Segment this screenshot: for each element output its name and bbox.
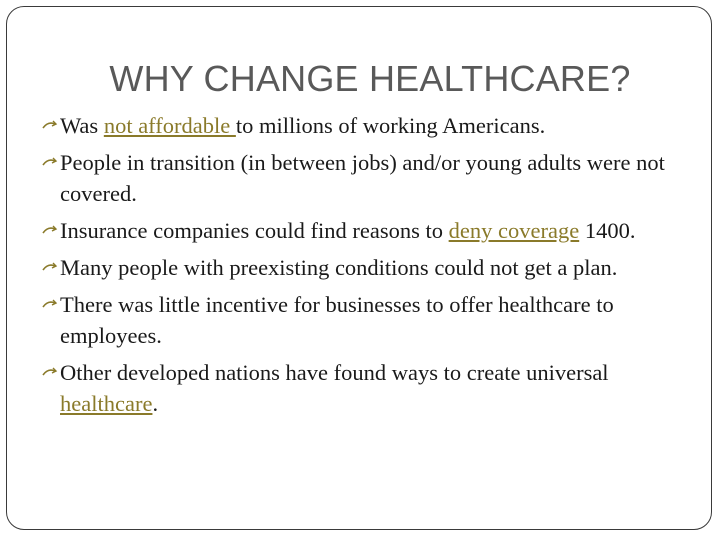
- bullet-text-after: .: [152, 391, 159, 416]
- not-affordable-link[interactable]: not affordable: [103, 113, 236, 138]
- bullet-list: [42, 110, 692, 425]
- bullet-item-other-nations: [42, 357, 692, 419]
- bullet-text-after: 1400.: [579, 218, 636, 243]
- bullet-text: People in transition (in between jobs) and/or young adults were not covered.: [60, 150, 665, 206]
- curved-arrow-bullet-icon: [42, 262, 58, 274]
- bullet-item-transition: [42, 147, 692, 209]
- curved-arrow-bullet-icon: [42, 120, 58, 132]
- healthcare-link[interactable]: healthcare: [60, 391, 153, 416]
- deny-coverage-link[interactable]: deny coverage: [448, 218, 580, 243]
- bullet-text-before: Insurance companies could find reasons to: [60, 218, 449, 243]
- curved-arrow-bullet-icon: [42, 225, 58, 237]
- bullet-item-preexisting: [42, 252, 692, 283]
- page-title: WHY CHANGE HEALTHCARE?: [109, 58, 631, 99]
- bullet-text-after: to millions of working Americans.: [235, 113, 546, 138]
- bullet-item-affordability: [42, 110, 692, 141]
- bullet-item-incentive: [42, 289, 692, 351]
- bullet-text-before: Other developed nations have found ways to create universal: [60, 360, 609, 385]
- curved-arrow-bullet-icon: [42, 367, 58, 379]
- bullet-text: Many people with preexisting conditions could not get a plan.: [60, 255, 618, 280]
- bullet-item-insurance: [42, 215, 692, 246]
- curved-arrow-bullet-icon: [42, 157, 58, 169]
- bullet-text-before: Was: [60, 113, 104, 138]
- bullet-text: There was little incentive for businesses to offer healthcare to employees.: [60, 292, 614, 348]
- curved-arrow-bullet-icon: [42, 299, 58, 311]
